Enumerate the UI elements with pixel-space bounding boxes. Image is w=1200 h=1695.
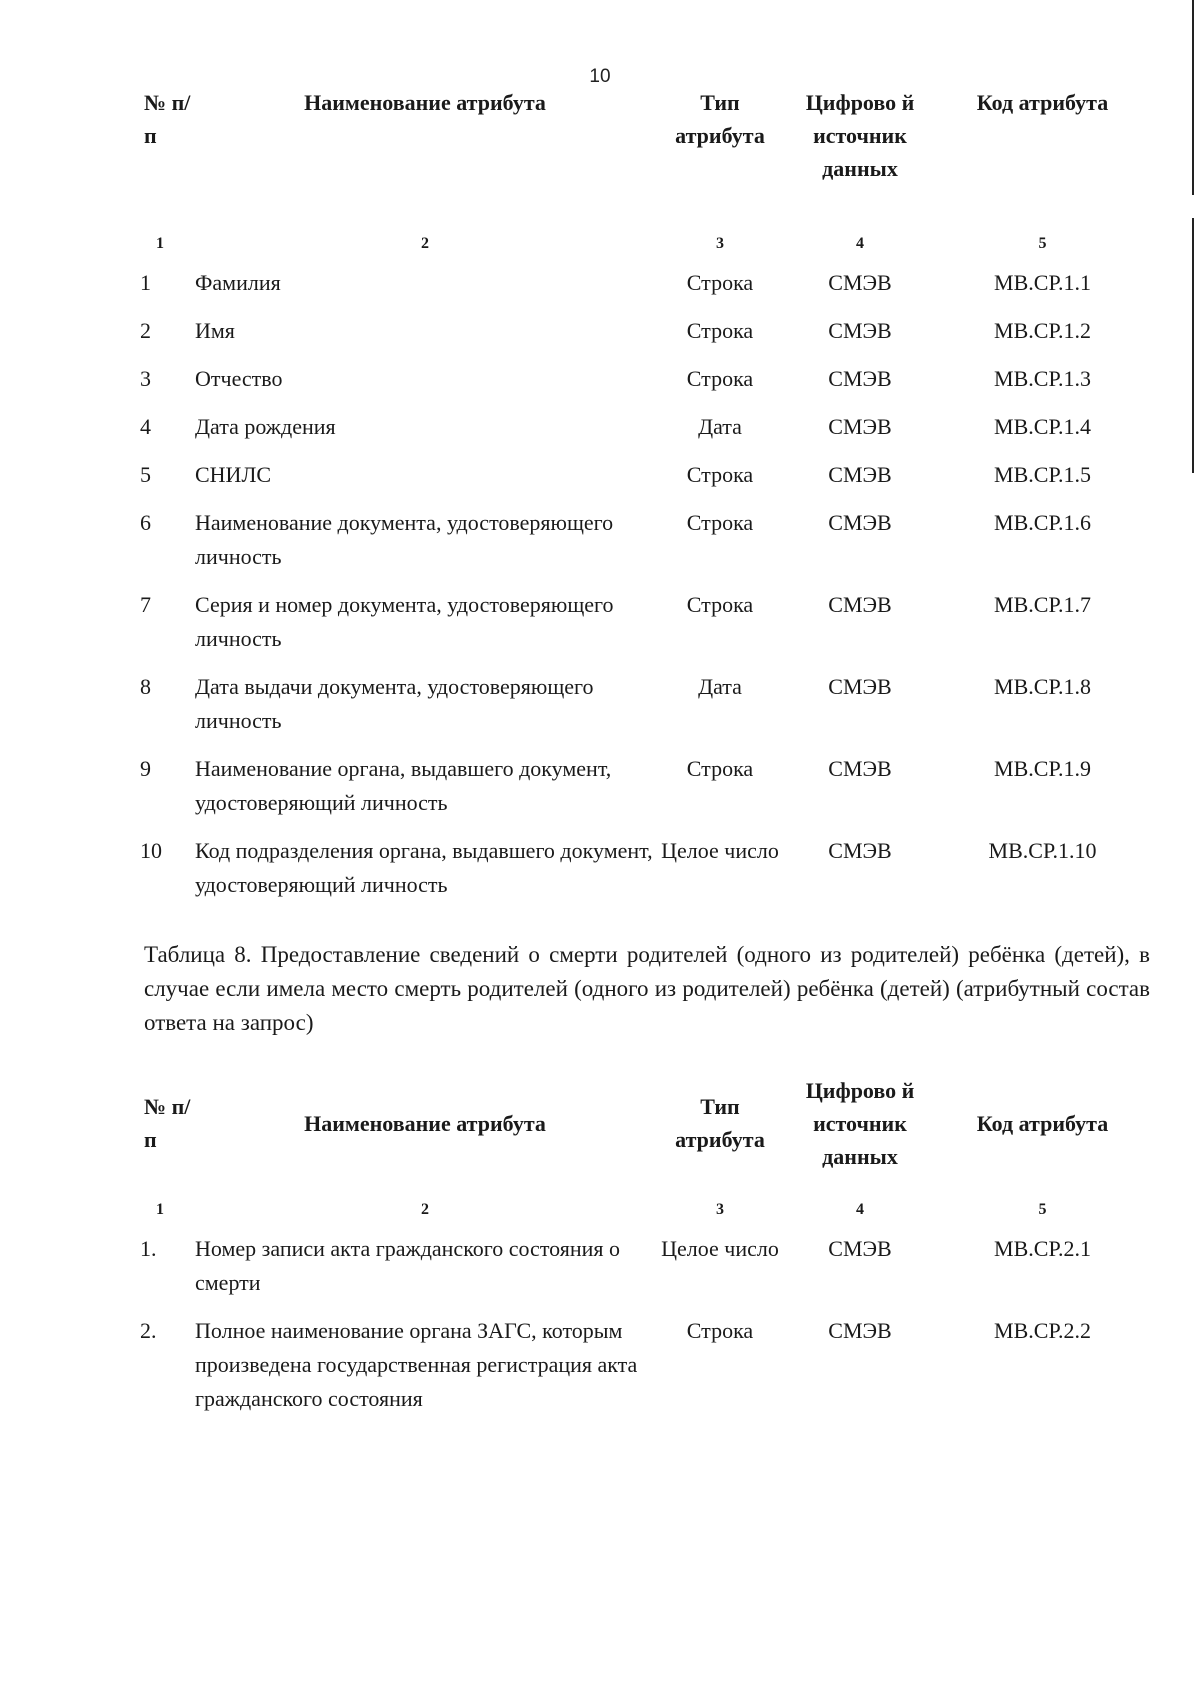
attribute-type: Строка [686,756,754,781]
attribute-type: Строка [686,270,754,295]
attribute-code: МВ.СР.1.1 [994,270,1091,295]
row-number: 3 [140,366,151,391]
attribute-code: МВ.СР.1.2 [994,318,1091,343]
header-code: Код атрибута [976,90,1109,115]
page-number: 10 [589,66,611,87]
table-row [140,834,1150,916]
attribute-type: Дата [698,674,742,699]
attribute-type: Строка [686,510,754,535]
data-source: СМЭВ [828,414,892,439]
table-row [140,458,1150,506]
column-number: 2 [421,1201,429,1218]
header-source: Цифрово й источник данных [805,1077,915,1169]
table-header-row [140,1058,1150,1188]
attribute-name: Наименование документа, удостоверяющего личность [195,510,614,569]
row-number: 10 [140,838,162,863]
attribute-type: Строка [686,592,754,617]
attribute-type: Дата [698,414,742,439]
table-row [140,752,1150,834]
attribute-code: МВ.СР.1.9 [994,756,1091,781]
attribute-name: Номер записи акта гражданского состояния о смерти [195,1236,621,1295]
row-number: 5 [140,462,151,487]
column-number: 5 [1038,235,1047,252]
header-num: № п/ п [144,90,191,148]
table-row [140,266,1150,314]
column-number: 3 [716,1201,724,1218]
table-body [140,266,1150,916]
attribute-type: Строка [686,462,754,487]
attributes-table-response [140,1058,1150,1430]
table-row [140,588,1150,670]
row-number: 2 [140,318,151,343]
header-num: № п/ п [144,1094,191,1152]
table-row [140,506,1150,588]
attribute-name: Полное наименование органа ЗАГС, которым произведена государственная регистрация акта гражданского состояния [195,1318,638,1411]
attribute-name: Дата выдачи документа, удостоверяющего личность [195,674,594,733]
attribute-code: МВ.СР.1.5 [994,462,1091,487]
attribute-type: Целое число [661,838,779,863]
row-number: 6 [140,510,151,535]
attribute-name: Фамилия [195,270,281,295]
attribute-code: МВ.СР.1.3 [994,366,1091,391]
column-number: 3 [716,235,724,252]
data-source: СМЭВ [828,592,892,617]
attribute-code: МВ.СР.1.8 [994,674,1091,699]
column-number: 5 [1038,1201,1047,1218]
data-source: СМЭВ [828,1236,892,1261]
row-number: 7 [140,592,151,617]
data-source: СМЭВ [828,1318,892,1343]
column-number: 2 [421,235,429,252]
attribute-code: МВ.СР.1.10 [988,838,1097,863]
attribute-name: Имя [195,318,235,343]
attribute-type: Строка [686,1318,754,1343]
row-number: 2. [140,1318,157,1343]
data-source: СМЭВ [828,838,892,863]
table-row [140,1314,1150,1430]
data-source: СМЭВ [828,270,892,295]
data-source: СМЭВ [828,510,892,535]
table-row [140,1232,1150,1314]
column-number: 1 [156,1201,164,1218]
attribute-name: СНИЛС [195,462,272,487]
row-number: 4 [140,414,151,439]
attribute-type: Строка [686,318,754,343]
scan-edge-line [1192,0,1194,195]
scan-edge-line [1192,218,1194,473]
column-number: 1 [156,235,164,252]
attribute-code: МВ.СР.1.7 [994,592,1091,617]
column-number-row [140,222,1150,266]
table-row [140,362,1150,410]
table-row [140,410,1150,458]
column-number-row [140,1188,1150,1232]
table-caption: Таблица 8. Предоставление сведений о смерти родителей (одного из родителей) ребёнка (детей), в случае если имела место смерть родителей (одного из родителей) ребёнка (детей) (атрибутный состав ответа на запрос) [144,942,1150,1035]
attribute-code: МВ.СР.1.4 [994,414,1091,439]
header-name: Наименование атрибута [304,90,546,115]
attributes-table-request [140,86,1150,916]
column-number: 4 [856,235,864,252]
header-code: Код атрибута [976,1110,1109,1136]
data-source: СМЭВ [828,756,892,781]
table-header-row [140,86,1150,222]
attribute-name: Серия и номер документа, удостоверяющего личность [195,592,614,651]
header-source: Цифрово й источник данных [805,90,915,181]
data-source: СМЭВ [828,366,892,391]
attribute-name: Дата рождения [195,414,336,439]
header-type: Тип атрибута [675,90,765,148]
row-number: 1. [140,1236,157,1261]
attribute-type: Строка [686,366,754,391]
attribute-name: Наименование органа, выдавшего документ, удостоверяющий личность [195,756,612,815]
attribute-type: Целое число [661,1236,779,1261]
attribute-code: МВ.СР.2.2 [994,1318,1091,1343]
row-number: 9 [140,756,151,781]
data-source: СМЭВ [828,674,892,699]
data-source: СМЭВ [828,318,892,343]
row-number: 1 [140,270,151,295]
data-source: СМЭВ [828,462,892,487]
attribute-name: Отчество [195,366,283,391]
table-body [140,1232,1150,1430]
header-name: Наименование атрибута [304,1110,546,1136]
attribute-name: Код подразделения органа, выдавшего документ, удостоверяющий личность [195,838,653,897]
table-row [140,670,1150,752]
table-row [140,314,1150,362]
attribute-code: МВ.СР.1.6 [994,510,1091,535]
row-number: 8 [140,674,151,699]
attribute-code: МВ.СР.2.1 [994,1236,1091,1261]
header-type: Тип атрибута [675,1094,765,1152]
column-number: 4 [856,1201,864,1218]
